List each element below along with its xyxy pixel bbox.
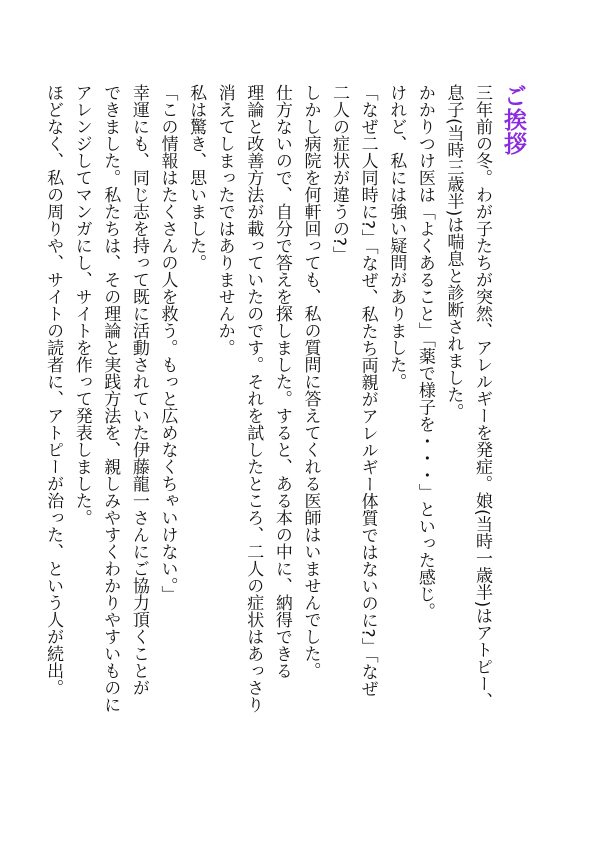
text-line: 私は驚き、思いました。 bbox=[186, 84, 207, 271]
text-line: 幸運にも、同じ志を持って既に活動されていた伊藤龍一さんにご協力頂くことが bbox=[128, 84, 149, 696]
text-line: 二人の症状が違うの?」 bbox=[329, 84, 350, 264]
text-line: 三年前の冬。わが子たちが突然、アレルギーを発症。娘(当時一歳半)はアトピー、 bbox=[472, 84, 492, 710]
text-line: 仕方ないので、自分で答えを探しました。すると、ある本の中に、納得できる bbox=[271, 84, 292, 679]
text-line: 「なぜ二人同時に?」「なぜ、私たち両親がアレルギー体質ではないのに?」「なぜ bbox=[357, 84, 378, 698]
text-line: けれど、私には強い疑問がありました。 bbox=[386, 84, 407, 390]
text-line: ほどなく、私の周りや、サイトの読者に、アトピーが治った、という人が続出。 bbox=[43, 84, 64, 696]
text-line: できました。私たちは、その理論と実践方法を、親しみやすくわかりやすいものに bbox=[100, 84, 121, 713]
text-line: アレンジしてマンガにし、サイトを作って発表しました。 bbox=[71, 84, 92, 526]
text-line: 「この情報はたくさんの人を救う。もっと広めなくちゃいけない。」 bbox=[157, 84, 178, 603]
body-text bbox=[39, 84, 497, 784]
text-line: しかし病院を何軒回っても、私の質問に答えてくれる医師はいませんでした。 bbox=[300, 84, 321, 679]
text-line: 息子(当時三歳半)は喘息と診断されました。 bbox=[443, 84, 464, 421]
text-line: かかりつけ医は「よくあること」「薬で様子を・・・」といった感じ。 bbox=[414, 84, 435, 620]
page-title: ご挨拶 bbox=[500, 84, 526, 156]
text-line: 消えてしまったではありませんか。 bbox=[214, 84, 235, 356]
text-line: 理論と改善方法が載っていたのです。それを試したところ、二人の症状はあっさり bbox=[243, 84, 264, 713]
